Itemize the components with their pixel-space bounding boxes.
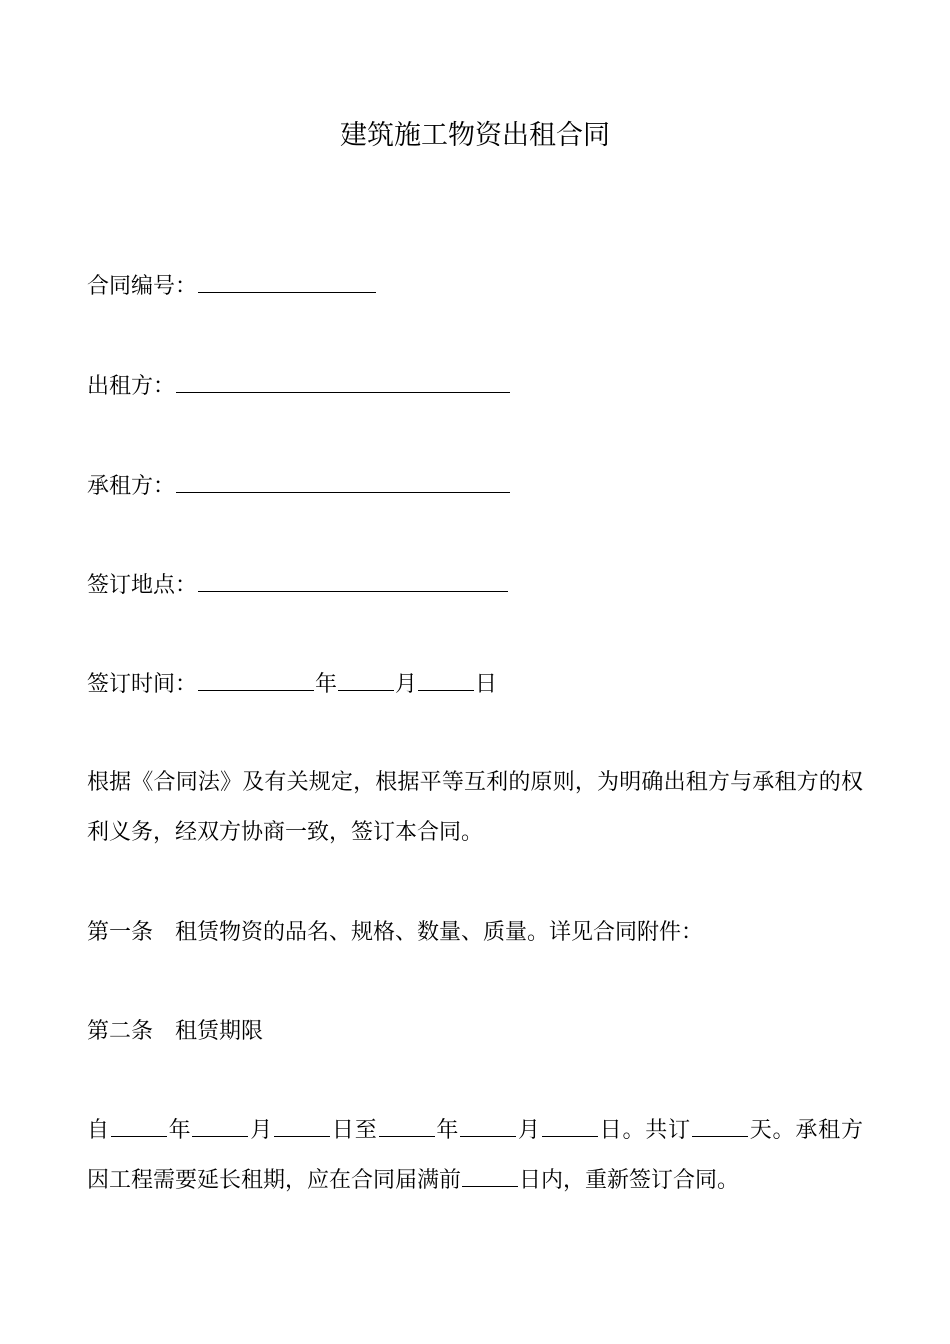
lessor-blank — [176, 370, 510, 393]
end-month-unit: 月 — [517, 1118, 541, 1143]
article-2-heading — [87, 1017, 263, 1047]
signing-month-unit: 月 — [395, 672, 418, 697]
start-day-unit: 日至 — [331, 1118, 378, 1143]
signing-month-blank — [338, 668, 394, 691]
signing-day-blank — [418, 668, 474, 691]
article-2-number: 第二条 — [87, 1019, 154, 1044]
signing-place-label: 签订地点： — [87, 573, 198, 598]
total-days-text: 日。共订 — [598, 1118, 691, 1143]
signing-time-label: 签订时间： — [87, 672, 198, 697]
lessor-label: 出租方： — [87, 374, 176, 399]
lessee-blank — [176, 470, 510, 493]
start-month-blank — [192, 1114, 248, 1137]
extension-days-blank — [462, 1164, 518, 1187]
contract-number-label: 合同编号： — [87, 274, 198, 299]
contract-number-blank — [198, 270, 376, 293]
signing-day-unit: 日 — [475, 672, 498, 697]
article-1-number: 第一条 — [87, 920, 154, 945]
end-day-blank — [542, 1114, 598, 1137]
extension-text: 天。承租方因工程需要延长租期，应在合同届满前 — [87, 1118, 863, 1193]
contract-number-line — [87, 270, 377, 302]
start-year-unit: 年 — [167, 1118, 192, 1143]
article-1 — [87, 918, 703, 948]
signing-place-line — [87, 569, 509, 601]
article-2-paragraph — [87, 1106, 863, 1206]
end-month-blank — [460, 1114, 516, 1137]
total-days-blank — [692, 1114, 748, 1137]
signing-time-line — [87, 668, 497, 700]
document-title: 建筑施工物资出租合同 — [340, 120, 610, 151]
end-year-unit: 年 — [435, 1118, 460, 1143]
lessee-line — [87, 470, 511, 502]
signing-place-blank — [198, 569, 508, 592]
signing-year-blank — [198, 668, 314, 691]
signing-year-unit: 年 — [315, 672, 338, 697]
lessee-label: 承租方： — [87, 474, 176, 499]
end-year-blank — [379, 1114, 435, 1137]
article-1-text: 租赁物资的品名、规格、数量、质量。详见合同附件： — [175, 920, 704, 945]
intro-paragraph: 根据《合同法》及有关规定，根据平等互利的原则，为明确出租方与承租方的权利义务，经双方协商一致，签订本合同。 — [87, 770, 863, 845]
term-from: 自 — [87, 1118, 110, 1143]
article-2-title: 租赁期限 — [175, 1019, 264, 1044]
start-year-blank — [111, 1114, 167, 1137]
renewal-text: 日内，重新签订合同。 — [519, 1168, 740, 1193]
lessor-line — [87, 370, 511, 402]
start-month-unit: 月 — [249, 1118, 274, 1143]
start-day-blank — [274, 1114, 330, 1137]
